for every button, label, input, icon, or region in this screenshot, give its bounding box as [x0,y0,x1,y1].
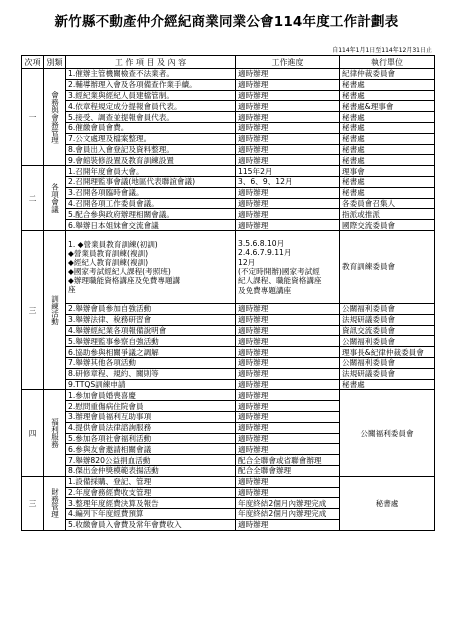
table-row [22,112,435,123]
table-row [22,357,435,368]
table-row [22,155,435,166]
header-unit: 執行單位 [340,56,435,69]
unit-cell: 法規研議委員會 [340,368,435,379]
item-cell: 8.會員出入會登記及資料整理。 [66,144,236,155]
table-row [22,209,435,220]
section-order: 三 [22,476,44,530]
item-cell: 3.整理年度經費決算及報告 [66,498,236,509]
table-row [22,187,435,198]
table-row [22,198,435,209]
unit-cell: 教育訓練委員會 [340,230,435,303]
unit-cell: 各委員會召集人 [340,198,435,209]
progress-cell: 適時辦理 [236,519,340,530]
unit-cell: 秘書處&理事會 [340,101,435,112]
progress-cell: 適時辦理 [236,187,340,198]
progress-cell: 適時辦理 [236,101,340,112]
item-cell: 7.公文處理及檔案整理。 [66,133,236,144]
item-cell: 7.舉辦820公益捐血活動 [66,455,236,466]
item-cell: 1.參加會員婚喪喜慶 [66,390,236,401]
progress-cell: 適時辦理 [236,444,340,455]
table-row [22,133,435,144]
progress-cell: 適時辦理 [236,411,340,422]
header-category: 別類 [44,56,66,69]
item-cell: 6.催繳會員會費。 [66,122,236,133]
item-line: ◆營業員教育訓練(複訓) [68,248,149,258]
item-cell: 7.舉辦其他各項活動 [66,357,236,368]
table-row [22,476,435,487]
table-row [22,347,435,358]
unit-cell: 秘書處 [340,176,435,187]
table-row [22,368,435,379]
table-row [22,176,435,187]
section-order: 二 [22,166,44,231]
progress-cell: 適時辦理 [236,347,340,358]
progress-cell: 適時辦理 [236,379,340,390]
progress-line: 紀人課程、職能資格講座 [238,276,322,286]
item-cell: 2.召開理監事會議(地區代表聯誼會議) [66,176,236,187]
unit-cell: 理事會 [340,166,435,177]
table-row [22,79,435,90]
item-line: 座 [68,284,76,294]
section-category-label: 訓練活動 [50,295,60,326]
progress-cell: 適時辦理 [236,433,340,444]
progress-cell: 適時辦理 [236,155,340,166]
progress-line: 12月 [238,257,256,267]
header-progress: 工作進度 [236,56,340,69]
item-cell: 6.協助參與相關爭議之調解 [66,347,236,358]
item-cell: 1.催辦主管機關檢查不法業者。 [66,69,236,80]
work-plan-table [21,55,435,531]
item-cell: 8.傑出金仲獎模範表揚活動 [66,465,236,476]
progress-cell: 適時辦理 [236,368,340,379]
item-cell: 1.召開年度會員大會。 [66,166,236,177]
unit-cell: 秘書處 [340,155,435,166]
table-row [22,69,435,80]
progress-cell: 適時辦理 [236,90,340,101]
progress-cell: 適時辦理 [236,476,340,487]
progress-line: 2.4.6.7.9.11月 [238,248,292,258]
section-category [44,390,66,476]
section-category [44,166,66,231]
table-row [22,166,435,177]
section-category [44,476,66,530]
table-row [22,230,435,303]
table-row [22,220,435,231]
unit-cell: 指派或推派 [340,209,435,220]
progress-cell: 適時辦理 [236,144,340,155]
unit-cell: 秘書處 [340,90,435,101]
progress-cell: 適時辦理 [236,69,340,80]
item-cell: 6.參與友會邀請相關會議 [66,444,236,455]
progress-cell: 配合全聯會或省聯會辦理 [236,455,340,466]
progress-cell: 適時辦理 [236,198,340,209]
progress-cell: 適時辦理 [236,220,340,231]
unit-cell: 公關福利委員會 [340,303,435,314]
item-cell: 5.接受、調查並提報會員代表。 [66,112,236,123]
item-cell [66,230,236,303]
header-item: 工 作 項 目 及 內 容 [66,56,236,69]
table-row [22,122,435,133]
table-row [22,101,435,112]
item-cell: 3.舉辦法律、稅務研習會 [66,314,236,325]
unit-cell: 秘書處 [340,476,435,530]
progress-line: (不定時開辦)國家考試經 [238,266,320,276]
item-cell: 9.TTQS訓練申請 [66,379,236,390]
unit-cell: 秘書處 [340,379,435,390]
progress-cell: 適時辦理 [236,209,340,220]
section-category [44,69,66,166]
section-order: 三 [22,230,44,389]
unit-cell: 秘書處 [340,122,435,133]
progress-cell: 適時辦理 [236,325,340,336]
item-cell: 4.舉辦經紀業各項報備說明會 [66,325,236,336]
progress-line: 及免費專題講座 [238,285,292,295]
plan-period: 自114年1月1日至114年12月31日止 [332,47,432,54]
unit-cell: 秘書處 [340,144,435,155]
item-cell: 3.經紀業與經紀人員建檔管制。 [66,90,236,101]
unit-cell: 秘書處 [340,79,435,90]
progress-cell: 適時辦理 [236,401,340,412]
progress-cell: 適時辦理 [236,303,340,314]
progress-line: 3.5.6.8.10月 [238,239,285,249]
progress-cell: 配合全聯會辦理 [236,465,340,476]
table-row [22,325,435,336]
table-row [22,336,435,347]
progress-cell [236,230,340,303]
progress-cell: 適時辦理 [236,336,340,347]
item-cell: 1.設備採購、登記、管理 [66,476,236,487]
item-cell: 4.提供會員法律諮詢服務 [66,422,236,433]
progress-cell: 適時辦理 [236,79,340,90]
section-category [44,230,66,389]
section-category-label: 各項會議 [50,183,60,214]
section-category-label: 福利服務 [50,418,60,449]
section-order: 一 [22,69,44,166]
table-header-row [22,56,435,69]
unit-cell: 公關福利委員會 [340,357,435,368]
item-cell: 2.輔導辦理入會及各項備查作業手續。 [66,79,236,90]
table-row [22,314,435,325]
item-cell: 8.研修章程、規約、關則等 [66,368,236,379]
item-line: ◆經紀人教育訓練(複訓) [68,257,149,267]
item-cell: 6.舉辦日本姐妹會交流會議 [66,220,236,231]
unit-cell: 秘書處 [340,133,435,144]
unit-cell: 公關福利委員會 [340,336,435,347]
table-row [22,303,435,314]
unit-cell: 法規研議委員會 [340,314,435,325]
progress-cell: 年度終結2個月內辦理完成 [236,509,340,520]
progress-cell: 適時辦理 [236,112,340,123]
table-body [22,69,435,531]
table-row [22,144,435,155]
section-category-label: 會務與會務管理 [50,90,60,144]
unit-cell: 秘書處 [340,187,435,198]
item-line: ◆辦理職能資格講座及免費專題講 [68,275,181,285]
table-row [22,390,435,401]
item-cell: 2.舉辦會員參加自強活動 [66,303,236,314]
unit-cell: 秘書處 [340,112,435,123]
section-category-label: 財務管理 [50,488,60,519]
progress-cell: 適時辦理 [236,122,340,133]
header-order: 次項 [22,56,44,69]
progress-cell: 適時辦理 [236,357,340,368]
item-cell: 5.參加各項社會福利活動 [66,433,236,444]
item-cell: 5.配合參與政府辦理相關會議。 [66,209,236,220]
unit-cell: 國際交流委員會 [340,220,435,231]
section-order: 四 [22,390,44,476]
progress-cell: 年度終結2個月內辦理完成 [236,498,340,509]
item-cell: 4.召開各項工作委員會議。 [66,198,236,209]
item-cell: 4.依章程規定成分提報會員代表。 [66,101,236,112]
item-line: 1. ◆營業員教育訓練(初訓) [68,239,158,249]
progress-cell: 適時辦理 [236,314,340,325]
table-row [22,379,435,390]
unit-cell: 理事長&紀律仲裁委員會 [340,347,435,358]
unit-cell: 紀律仲裁委員會 [340,69,435,80]
progress-cell: 適時辦理 [236,390,340,401]
unit-cell: 公關福利委員會 [340,390,435,476]
unit-cell: 資訊交流委員會 [340,325,435,336]
item-cell: 4.編列下年度經費預算 [66,509,236,520]
item-cell: 2.年度會務經費收支管理 [66,487,236,498]
table-row [22,90,435,101]
item-cell: 3.辦理會員福利互助事項 [66,411,236,422]
document-title: 新竹縣不動產仲介經紀商業同業公會114年度工作計劃表 [54,14,399,30]
item-cell: 5.收繳會員入會費及常年會費收入 [66,519,236,530]
item-cell: 9.會館裝修設置及教育訓練設置 [66,155,236,166]
item-cell: 3.召開各項臨時會議。 [66,187,236,198]
progress-cell: 適時辦理 [236,133,340,144]
progress-cell: 適時辦理 [236,487,340,498]
item-cell: 2.慰問重傷病住院會員 [66,401,236,412]
progress-cell: 3、6、9、12月 [236,176,340,187]
progress-cell: 適時辦理 [236,422,340,433]
item-cell: 5.舉辦理監事參察自強活動 [66,336,236,347]
progress-cell: 115年2月 [236,166,340,177]
item-line: ◆國家考試經紀人課程(考照班) [68,266,171,276]
